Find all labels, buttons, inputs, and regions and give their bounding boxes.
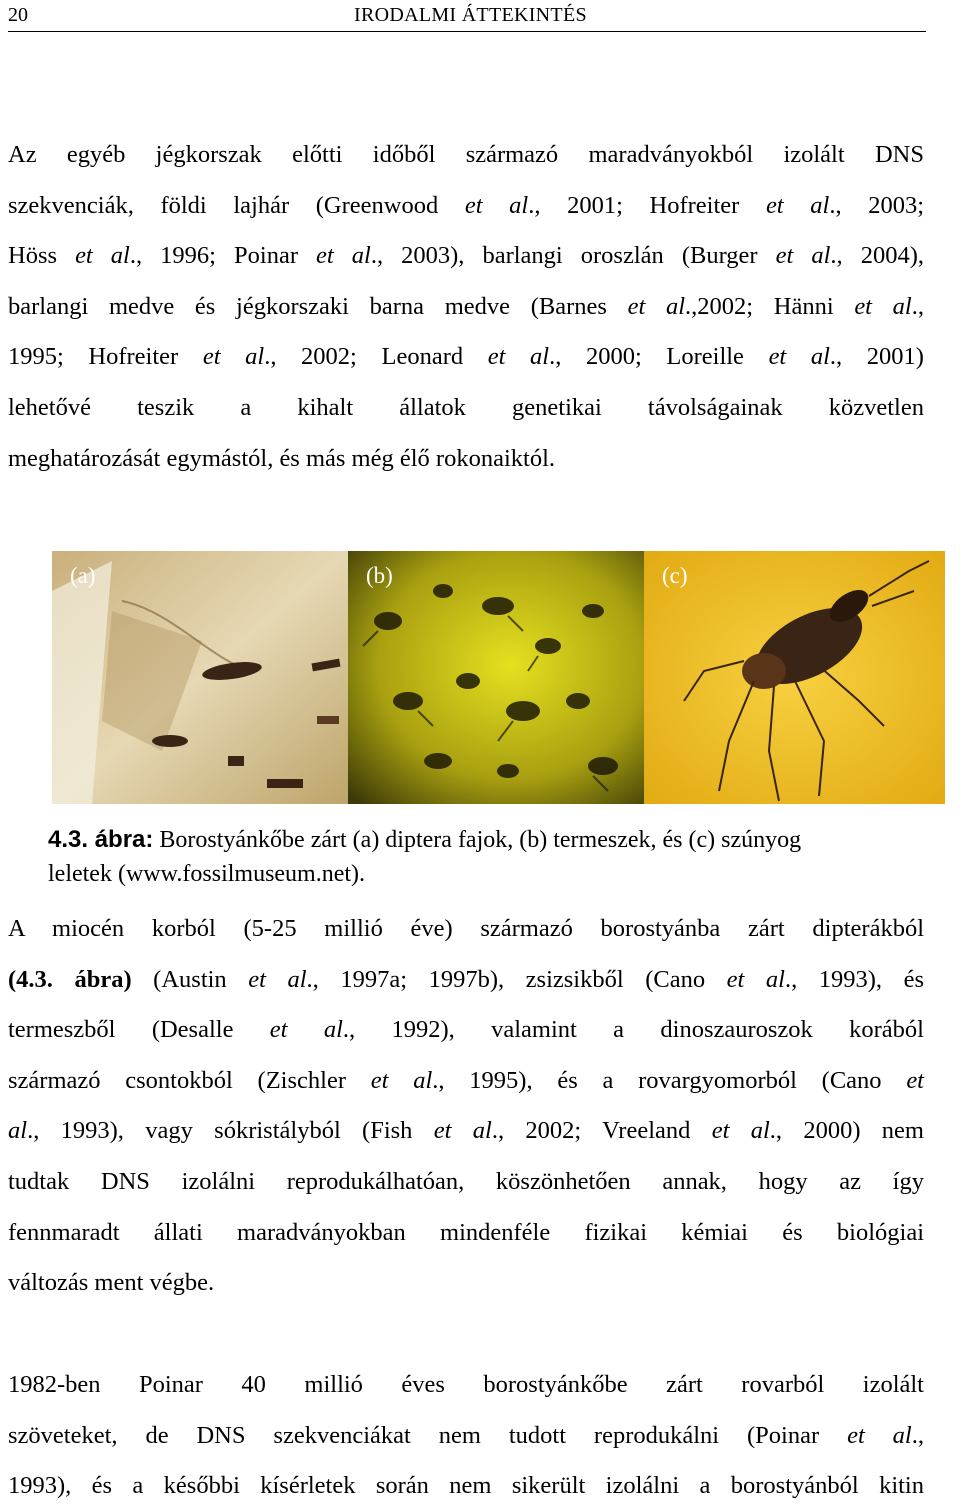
panel-label-b: (b)	[366, 563, 393, 588]
text-line: al., 1993), vagy sókristályból (Fish et al., 2002; Vreeland et al., 2000) nem	[8, 1117, 924, 1145]
caption-line: leletek (www.fossilmuseum.net).	[48, 861, 366, 887]
figure-panel-c	[644, 551, 945, 804]
text-line: lehetővé teszik a kihalt állatok genetikai távolságainak közvetlen	[8, 393, 924, 421]
text-line: barlangi medve és jégkorszaki barna medve (Barnes et al.,2002; Hänni et al.,	[8, 292, 924, 320]
text-line: meghatározását egymástól, és más még élő rokonaiktól.	[8, 444, 556, 472]
text-line: termeszből (Desalle et al., 1992), valamint a dinoszauroszok korából	[8, 1016, 924, 1044]
figure-caption	[48, 822, 960, 892]
page-number: 20	[8, 4, 28, 26]
paragraph-3	[8, 1360, 924, 1512]
running-head: IRODALMI ÁTTEKINTÉS	[354, 4, 587, 26]
text-line: Az egyéb jégkorszak előtti időből származó maradványokból izolált DNS	[8, 141, 924, 168]
text-line: 1993), és a későbbi kísérletek során nem sikerült izolálni a borostyánból kitin	[8, 1472, 924, 1500]
paragraph-2	[8, 904, 924, 1309]
figure-amber-insects	[52, 551, 945, 804]
mosquito-amber-image	[644, 551, 945, 804]
figure-panel-b	[348, 551, 644, 804]
header-rule	[8, 31, 926, 32]
diptera-amber-image	[52, 551, 348, 804]
text-line: (4.3. ábra) (Austin et al., 1997a; 1997b), zsizsikből (Cano et al., 1993), és	[8, 965, 924, 993]
panel-label-a: (a)	[70, 563, 96, 588]
text-line: szekvenciák, földi lajhár (Greenwood et al., 2001; Hofreiter et al., 2003;	[8, 191, 924, 219]
text-line: változás ment végbe.	[8, 1269, 215, 1297]
text-line: tudtak DNS izolálni reprodukálhatóan, köszönhetően annak, hogy az így	[8, 1167, 924, 1195]
caption-line: 4.3. ábra: Borostyánkőbe zárt (a) diptera fajok, (b) termeszek, és (c) szúnyog	[48, 826, 802, 853]
caption-label: 4.3. ábra:	[48, 826, 154, 853]
text-line: származó csontokból (Zischler et al., 1995), és a rovargyomorból (Cano et	[8, 1066, 924, 1094]
figure-reference: (4.3. ábra)	[8, 965, 132, 993]
page-header	[8, 0, 926, 34]
text-line: Höss et al., 1996; Poinar et al., 2003), barlangi oroszlán (Burger et al., 2004),	[8, 242, 924, 270]
figure-panel-a	[52, 551, 348, 804]
text-line: A miocén korból (5-25 millió éve) származó borostyánba zárt dipterákból	[8, 915, 924, 942]
text-line: fennmaradt állati maradványokban mindenféle fizikai kémiai és biológiai	[8, 1218, 924, 1246]
paragraph-1	[8, 130, 924, 484]
text-line: 1982-ben Poinar 40 millió éves borostyánkőbe zárt rovarból izolált	[8, 1371, 924, 1398]
text-line: szöveteket, de DNS szekvenciákat nem tudott reprodukálni (Poinar et al.,	[8, 1421, 924, 1449]
panel-label-c: (c)	[662, 563, 688, 588]
text-line: 1995; Hofreiter et al., 2002; Leonard et al., 2000; Loreille et al., 2001)	[8, 343, 924, 371]
